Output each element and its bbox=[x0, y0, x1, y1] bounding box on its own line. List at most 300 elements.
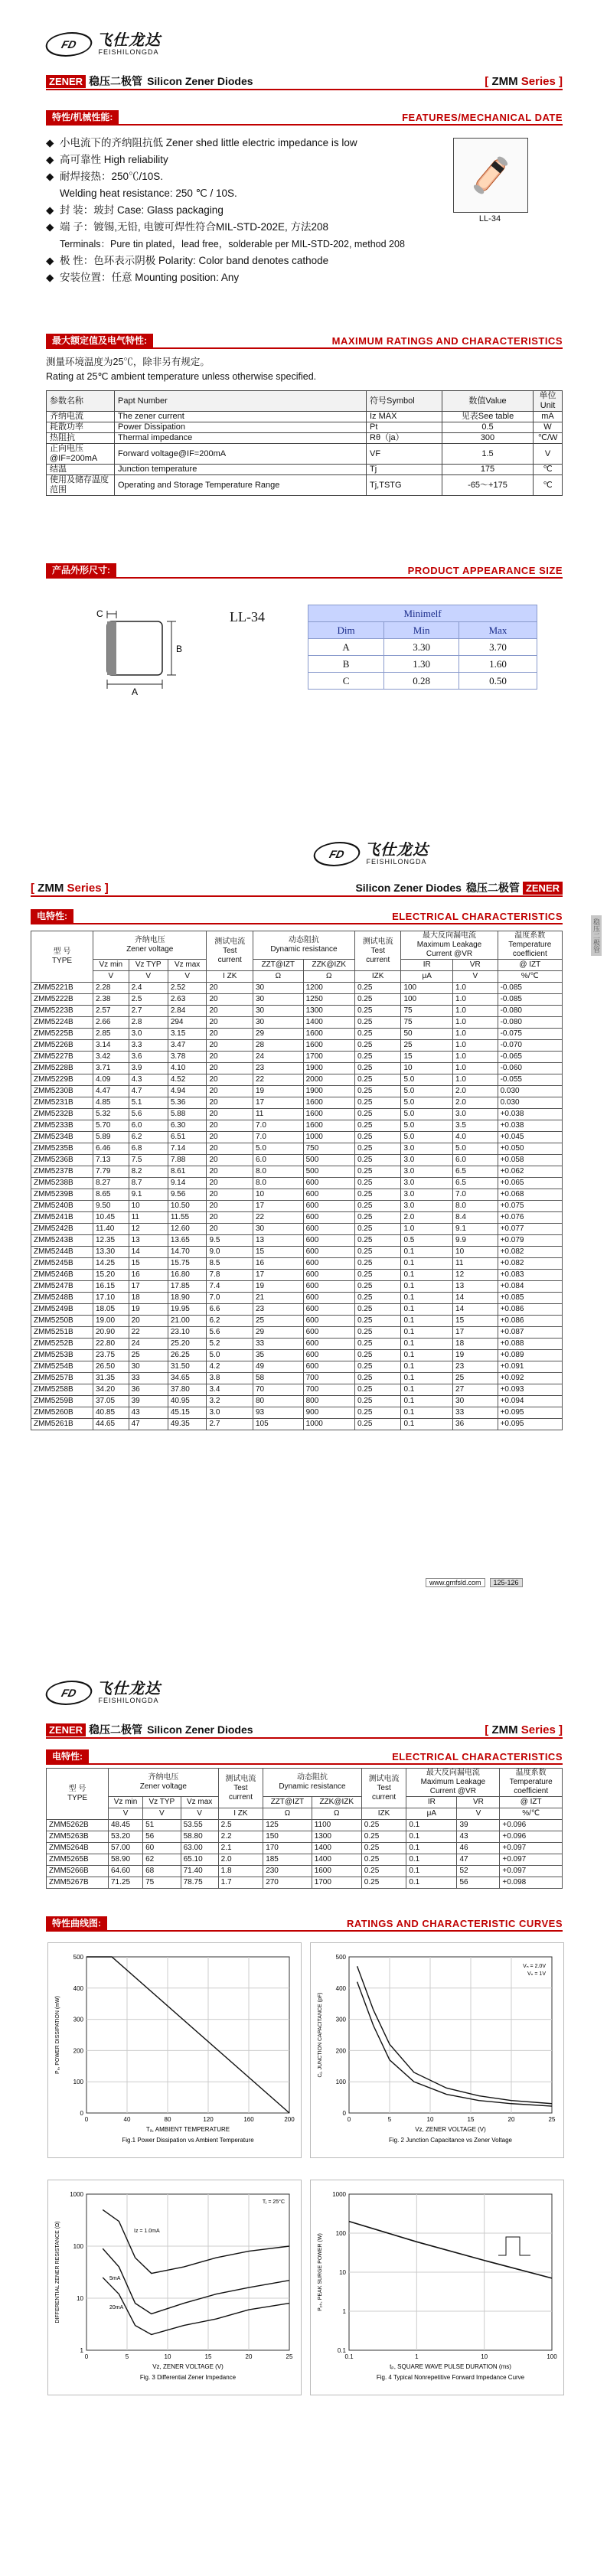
table-cell: 49.35 bbox=[168, 1419, 207, 1430]
table-row bbox=[31, 1270, 563, 1281]
table-row bbox=[47, 1831, 563, 1843]
table-cell: 7.0 bbox=[253, 1132, 303, 1143]
table-cell: 13 bbox=[453, 1281, 498, 1293]
table-row bbox=[31, 1350, 563, 1361]
table-cell: 20 bbox=[207, 1155, 253, 1166]
brand-mark-icon: FD bbox=[43, 32, 96, 57]
brand-mark-icon: FD bbox=[43, 1681, 96, 1705]
elec-header-cell: V bbox=[457, 1808, 500, 1820]
table-cell: 17 bbox=[253, 1201, 303, 1212]
ratings-cell: Forward voltage@IF=200mA bbox=[115, 444, 367, 465]
pulse-waveform-icon bbox=[498, 2237, 530, 2255]
table-cell: 0.25 bbox=[354, 1006, 401, 1017]
elec-header-cell: 齐纳电压 Zener voltage bbox=[109, 1769, 219, 1797]
table-cell: 5.70 bbox=[93, 1120, 129, 1132]
elec-header-cell: IR bbox=[406, 1797, 457, 1808]
table-cell: 8.4 bbox=[453, 1212, 498, 1224]
elec-title-en: ELECTRICAL CHARACTERISTICS bbox=[392, 910, 563, 922]
table-cell: 30 bbox=[253, 994, 303, 1006]
table-cell: 0.1 bbox=[401, 1327, 453, 1339]
table-cell: -0.060 bbox=[498, 1063, 562, 1074]
ratings-header-cell: 参数名称 bbox=[47, 391, 115, 412]
table-cell: 600 bbox=[303, 1201, 354, 1212]
fig3-chart bbox=[47, 2180, 302, 2395]
table-cell: 600 bbox=[303, 1361, 354, 1373]
table-cell: 2.28 bbox=[93, 983, 129, 994]
table-cell: 270 bbox=[263, 1877, 312, 1889]
table-cell: 15.20 bbox=[93, 1270, 129, 1281]
x-tick-label: 0 bbox=[84, 2116, 89, 2123]
table-cell: 93 bbox=[253, 1407, 303, 1419]
dimension-header: Max bbox=[459, 622, 537, 639]
table-cell: 600 bbox=[303, 1293, 354, 1304]
table-cell: 5.0 bbox=[453, 1143, 498, 1155]
table-cell: +0.098 bbox=[500, 1877, 563, 1889]
table-cell: 0.25 bbox=[354, 994, 401, 1006]
table-cell: 13.30 bbox=[93, 1247, 129, 1258]
table-cell: 1600 bbox=[303, 1109, 354, 1120]
table-cell: -0.055 bbox=[498, 1074, 562, 1086]
table-cell: 1400 bbox=[303, 1017, 354, 1029]
table-cell: ZMM5258B bbox=[31, 1384, 93, 1396]
table-cell: 20 bbox=[207, 1178, 253, 1189]
table-cell: 45.15 bbox=[168, 1407, 207, 1419]
feature-item: ◆ 耐焊接热：250℃/10S. bbox=[46, 171, 164, 182]
table-cell: 3.78 bbox=[168, 1052, 207, 1063]
table-row bbox=[31, 1155, 563, 1166]
table-cell: 15 bbox=[401, 1052, 453, 1063]
series-label: 20mA bbox=[109, 2305, 124, 2310]
table-cell: 19.00 bbox=[93, 1316, 129, 1327]
elec-header-cell: Ω bbox=[303, 971, 354, 983]
table-cell: 0.25 bbox=[354, 983, 401, 994]
table-cell: 1600 bbox=[303, 1029, 354, 1040]
ratings-note-en: Rating at 25℃ ambient temperature unless otherwise specified. bbox=[46, 371, 317, 382]
y-tick-label: 10 bbox=[339, 2269, 346, 2276]
table-cell: 58.90 bbox=[109, 1854, 143, 1866]
table-row bbox=[31, 1143, 563, 1155]
table-cell: ZMM5260B bbox=[31, 1407, 93, 1419]
table-cell: +0.083 bbox=[498, 1270, 562, 1281]
table-cell: 0.25 bbox=[354, 1178, 401, 1189]
table-cell: 4.3 bbox=[129, 1074, 168, 1086]
table-row bbox=[31, 1006, 563, 1017]
table-cell: 60 bbox=[143, 1843, 181, 1854]
y-tick-label: 0.1 bbox=[337, 2347, 346, 2354]
table-cell: 5.0 bbox=[401, 1120, 453, 1132]
table-cell: 0.25 bbox=[354, 1281, 401, 1293]
table-cell: 170 bbox=[263, 1843, 312, 1854]
table-cell: 10 bbox=[401, 1063, 453, 1074]
table-cell: 22 bbox=[253, 1074, 303, 1086]
ratings-cell: The zener current bbox=[115, 412, 367, 422]
table-row bbox=[31, 1040, 563, 1052]
table-row bbox=[31, 1373, 563, 1384]
table-cell: 600 bbox=[303, 1258, 354, 1270]
table-cell: 12.60 bbox=[168, 1224, 207, 1235]
table-cell: 9.9 bbox=[453, 1235, 498, 1247]
table-row bbox=[31, 1396, 563, 1407]
table-cell: 0.25 bbox=[361, 1820, 406, 1831]
table-cell: 2.57 bbox=[93, 1006, 129, 1017]
table-cell: 105 bbox=[253, 1419, 303, 1430]
table-cell: 2.8 bbox=[129, 1017, 168, 1029]
table-cell: 20 bbox=[207, 1132, 253, 1143]
appearance-title-en: PRODUCT APPEARANCE SIZE bbox=[407, 564, 563, 576]
package-photo bbox=[453, 138, 528, 213]
title-underline bbox=[31, 895, 563, 897]
page2-title-bar bbox=[31, 880, 563, 895]
ratings-cell: 结温 bbox=[47, 465, 115, 475]
table-cell: +0.077 bbox=[498, 1224, 562, 1235]
x-tick-label: 100 bbox=[547, 2353, 557, 2360]
table-cell: 43 bbox=[457, 1831, 500, 1843]
elec-header-cell: V bbox=[181, 1808, 218, 1820]
chart-note: Tⱼ = 25°C bbox=[262, 2199, 285, 2205]
ratings-row bbox=[47, 465, 563, 475]
table-cell: 11 bbox=[253, 1109, 303, 1120]
table-cell: 1600 bbox=[303, 1097, 354, 1109]
table-cell: ZMM5222B bbox=[31, 994, 93, 1006]
y-tick-label: 1 bbox=[342, 2308, 346, 2315]
table-row bbox=[31, 1224, 563, 1235]
table-cell: 17 bbox=[129, 1281, 168, 1293]
table-cell: 2.1 bbox=[218, 1843, 263, 1854]
table-cell: 23.75 bbox=[93, 1350, 129, 1361]
fig4-chart bbox=[310, 2180, 564, 2395]
elec-header-cell: Vz TYP bbox=[143, 1797, 181, 1808]
table-cell: 0.1 bbox=[401, 1281, 453, 1293]
table-cell: 5.88 bbox=[168, 1109, 207, 1120]
table-cell: 0.1 bbox=[406, 1854, 457, 1866]
features-title-cn: 特性/机械性能: bbox=[46, 110, 119, 124]
table-cell: 10.45 bbox=[93, 1212, 129, 1224]
zener-tag: ZENER bbox=[46, 1723, 86, 1736]
y-tick-label: 100 bbox=[73, 2079, 83, 2086]
table-row bbox=[31, 1384, 563, 1396]
table-cell: 12 bbox=[129, 1224, 168, 1235]
table-cell: 40.95 bbox=[168, 1396, 207, 1407]
table-cell: 1.0 bbox=[453, 1029, 498, 1040]
table-cell: 1700 bbox=[312, 1877, 361, 1889]
table-cell: 0.25 bbox=[354, 1029, 401, 1040]
table-cell: 18.05 bbox=[93, 1304, 129, 1316]
table-cell: 0.25 bbox=[354, 1201, 401, 1212]
elec-header-cell: μA bbox=[406, 1808, 457, 1820]
appearance-title-cn: 产品外形尺寸: bbox=[46, 563, 116, 577]
features-section-bar bbox=[46, 110, 563, 126]
table-cell: 6.5 bbox=[453, 1166, 498, 1178]
table-cell: 20 bbox=[207, 1063, 253, 1074]
table-cell: 600 bbox=[303, 1327, 354, 1339]
table-cell: 20 bbox=[207, 1097, 253, 1109]
table-cell: 39 bbox=[129, 1396, 168, 1407]
elec-header-cell: IZK bbox=[354, 971, 401, 983]
table-cell: 0.25 bbox=[354, 1086, 401, 1097]
table-cell: 34.65 bbox=[168, 1373, 207, 1384]
table-cell: 600 bbox=[303, 1235, 354, 1247]
table-row bbox=[31, 1235, 563, 1247]
table-row bbox=[31, 1017, 563, 1029]
table-cell: 68 bbox=[143, 1866, 181, 1877]
table-cell: ZMM5224B bbox=[31, 1017, 93, 1029]
table-cell: 7.79 bbox=[93, 1166, 129, 1178]
table-cell: +0.079 bbox=[498, 1235, 562, 1247]
table-cell: 9.50 bbox=[93, 1201, 129, 1212]
table-cell: 5.2 bbox=[207, 1339, 253, 1350]
table-cell: 3.47 bbox=[168, 1040, 207, 1052]
table-cell: 1.0 bbox=[453, 1040, 498, 1052]
table-cell: -0.065 bbox=[498, 1052, 562, 1063]
x-tick-label: 40 bbox=[123, 2116, 131, 2123]
table-row bbox=[47, 1820, 563, 1831]
table-cell: 13 bbox=[129, 1235, 168, 1247]
table-cell: 10 bbox=[453, 1247, 498, 1258]
feature-item: ◆ 极 性：色环表示阴极 Polarity: Color band denotes cathode bbox=[46, 255, 329, 266]
table-cell: 0.1 bbox=[401, 1419, 453, 1430]
table-cell: 1400 bbox=[312, 1854, 361, 1866]
table-row bbox=[31, 1327, 563, 1339]
table-cell: 31.35 bbox=[93, 1373, 129, 1384]
table-cell: 25 bbox=[401, 1040, 453, 1052]
table-cell: 700 bbox=[303, 1384, 354, 1396]
table-cell: 7.0 bbox=[207, 1293, 253, 1304]
table-cell: 1.7 bbox=[218, 1877, 263, 1889]
table-cell: 6.5 bbox=[453, 1178, 498, 1189]
table-cell: 4.7 bbox=[129, 1086, 168, 1097]
table-cell: 1000 bbox=[303, 1419, 354, 1430]
table-cell: 0.25 bbox=[354, 1373, 401, 1384]
table-cell: 16.15 bbox=[93, 1281, 129, 1293]
x-tick-label: 20 bbox=[245, 2353, 253, 2360]
table-cell: 7.8 bbox=[207, 1270, 253, 1281]
table-cell: ZMM5238B bbox=[31, 1178, 93, 1189]
elec-header-cell: V bbox=[168, 971, 207, 983]
table-cell: 51 bbox=[143, 1820, 181, 1831]
table-cell: 14.70 bbox=[168, 1247, 207, 1258]
elec-header-cell: Vz min bbox=[109, 1797, 143, 1808]
elec-header-cell: Ω bbox=[253, 971, 303, 983]
table-cell: 20 bbox=[207, 994, 253, 1006]
table-cell: 3.2 bbox=[207, 1396, 253, 1407]
table-cell: 0.1 bbox=[401, 1304, 453, 1316]
brand-logo-p2 bbox=[314, 842, 429, 866]
table-cell: 0.25 bbox=[354, 1270, 401, 1281]
table-cell: 0.030 bbox=[498, 1086, 562, 1097]
table-row bbox=[31, 1097, 563, 1109]
table-cell: ZMM5259B bbox=[31, 1396, 93, 1407]
table-cell: 29 bbox=[253, 1327, 303, 1339]
table-cell: 0.25 bbox=[354, 1120, 401, 1132]
table-cell: +0.087 bbox=[498, 1327, 562, 1339]
figure-caption: Fig. 3 Differential Zener Impedance bbox=[139, 2374, 237, 2381]
plot-frame bbox=[86, 1957, 289, 2113]
y-axis-label: Pₚₖ, PEAK SURGE POWER (W) bbox=[318, 2233, 323, 2311]
table-cell: 500 bbox=[303, 1155, 354, 1166]
table-cell: ZMM5225B bbox=[31, 1029, 93, 1040]
package-label: LL-34 bbox=[478, 214, 501, 223]
table-cell: 1100 bbox=[312, 1820, 361, 1831]
table-cell: -0.080 bbox=[498, 1006, 562, 1017]
table-cell: 0.25 bbox=[354, 1074, 401, 1086]
table-cell: 7.13 bbox=[93, 1155, 129, 1166]
figure-caption: Fig. 2 Junction Capacitance vs Zener Voltage bbox=[389, 2137, 512, 2144]
table-cell: +0.058 bbox=[498, 1155, 562, 1166]
impedance-curve bbox=[103, 2278, 289, 2335]
elec-header-cell: I ZK bbox=[207, 971, 253, 983]
impedance-curve bbox=[103, 2248, 289, 2314]
table-cell: 21 bbox=[253, 1293, 303, 1304]
table-cell: 4.09 bbox=[93, 1074, 129, 1086]
dimension-cell: 1.60 bbox=[459, 656, 537, 673]
x-tick-label: 10 bbox=[164, 2353, 171, 2360]
table-cell: +0.091 bbox=[498, 1361, 562, 1373]
footer-page: 125-126 bbox=[490, 1578, 523, 1587]
x-axis-label: Vz, ZENER VOLTAGE (V) bbox=[152, 2363, 224, 2370]
plot-frame bbox=[349, 1957, 552, 2113]
table-cell: 17 bbox=[253, 1097, 303, 1109]
brand-name-en: FEISHILONGDA bbox=[98, 1697, 159, 1704]
table-cell: 0.25 bbox=[354, 1419, 401, 1430]
elec-header-cell: ZZK@IZK bbox=[303, 960, 354, 971]
y-tick-label: 200 bbox=[73, 2047, 83, 2055]
table-cell: 34.20 bbox=[93, 1384, 129, 1396]
table-cell: 1600 bbox=[312, 1866, 361, 1877]
table-cell: 20 bbox=[207, 1029, 253, 1040]
power-derating-line bbox=[86, 1957, 289, 2113]
title-cn: 稳压二极管 bbox=[465, 882, 520, 894]
elec-header-cell: 测试电流 Test current bbox=[354, 931, 401, 971]
table-cell: 3.9 bbox=[129, 1063, 168, 1074]
zener-tag: ZENER bbox=[46, 75, 86, 88]
table-cell: 11.40 bbox=[93, 1224, 129, 1235]
table-cell: +0.076 bbox=[498, 1212, 562, 1224]
table-cell: 8.0 bbox=[253, 1178, 303, 1189]
table-cell: 1.0 bbox=[453, 1074, 498, 1086]
table-cell: +0.062 bbox=[498, 1166, 562, 1178]
table-cell: 1900 bbox=[303, 1086, 354, 1097]
table-cell: 0.25 bbox=[361, 1877, 406, 1889]
table-cell: ZMM5251B bbox=[31, 1327, 93, 1339]
ratings-cell: ℃ bbox=[534, 465, 563, 475]
table-cell: ZMM5227B bbox=[31, 1052, 93, 1063]
table-cell: 30 bbox=[129, 1361, 168, 1373]
table-cell: 20 bbox=[207, 1224, 253, 1235]
ratings-header-cell: Papt Number bbox=[115, 391, 367, 412]
table-cell: 26.25 bbox=[168, 1350, 207, 1361]
appearance-section-bar bbox=[46, 563, 563, 579]
table-cell: ZMM5228B bbox=[31, 1063, 93, 1074]
table-cell: 600 bbox=[303, 1304, 354, 1316]
table-cell: 30 bbox=[253, 983, 303, 994]
table-cell: 20 bbox=[207, 1189, 253, 1201]
page1-title-bar bbox=[46, 73, 563, 89]
table-cell: 600 bbox=[303, 1270, 354, 1281]
table-cell: 0.1 bbox=[401, 1247, 453, 1258]
table-cell: 53.20 bbox=[109, 1831, 143, 1843]
table-cell: 5.0 bbox=[253, 1143, 303, 1155]
table-row bbox=[47, 1854, 563, 1866]
table-cell: 1.8 bbox=[218, 1866, 263, 1877]
elec-header-cell: Ω bbox=[312, 1808, 361, 1820]
table-cell: +0.075 bbox=[498, 1201, 562, 1212]
table-cell: 28 bbox=[253, 1040, 303, 1052]
series-label: 5mA bbox=[109, 2276, 121, 2281]
table-cell: 900 bbox=[303, 1407, 354, 1419]
table-cell: 230 bbox=[263, 1866, 312, 1877]
table-cell: -0.085 bbox=[498, 983, 562, 994]
table-cell: +0.097 bbox=[500, 1843, 563, 1854]
title-en: Silicon Zener Diodes bbox=[147, 1723, 253, 1736]
table-cell: 600 bbox=[303, 1350, 354, 1361]
table-cell: 11 bbox=[129, 1212, 168, 1224]
table-cell: ZMM5264B bbox=[47, 1843, 109, 1854]
table-row bbox=[47, 1877, 563, 1889]
table-cell: ZMM5247B bbox=[31, 1281, 93, 1293]
table-cell: 11 bbox=[453, 1258, 498, 1270]
page2-footer bbox=[426, 1578, 523, 1587]
table-cell: 150 bbox=[263, 1831, 312, 1843]
table-cell: 37.80 bbox=[168, 1384, 207, 1396]
table-cell: 80 bbox=[253, 1396, 303, 1407]
table-cell: 19 bbox=[253, 1086, 303, 1097]
table-cell: 1300 bbox=[303, 1006, 354, 1017]
table-row bbox=[31, 1178, 563, 1189]
series-label: Iz = 1.0mA bbox=[134, 2229, 160, 2234]
x-tick-label: 80 bbox=[164, 2116, 171, 2123]
elec-header-cell: Ω bbox=[263, 1808, 312, 1820]
table-cell: 2.0 bbox=[453, 1086, 498, 1097]
table-cell: 6.51 bbox=[168, 1132, 207, 1143]
y-axis-label: Pₐ, POWER DISSIPATION (mW) bbox=[55, 1996, 60, 2074]
table-cell: 49 bbox=[253, 1361, 303, 1373]
table-cell: 47 bbox=[129, 1419, 168, 1430]
table-cell: 294 bbox=[168, 1017, 207, 1029]
ratings-cell: Tj,TSTG bbox=[367, 475, 442, 496]
elec-header-cell: %/℃ bbox=[498, 971, 562, 983]
table-cell: 0.25 bbox=[354, 1293, 401, 1304]
x-tick-label: 0.1 bbox=[344, 2353, 354, 2360]
table-cell: 1.0 bbox=[453, 1063, 498, 1074]
elec-header-cell: ZZT@IZT bbox=[253, 960, 303, 971]
table-cell: ZMM5263B bbox=[47, 1831, 109, 1843]
table-cell: +0.045 bbox=[498, 1132, 562, 1143]
table-cell: 10 bbox=[129, 1201, 168, 1212]
table-cell: 26.50 bbox=[93, 1361, 129, 1373]
elec-header-cell: 型 号 TYPE bbox=[31, 931, 93, 983]
table-cell: 3.42 bbox=[93, 1052, 129, 1063]
table-cell: ZMM5240B bbox=[31, 1201, 93, 1212]
table-cell: 0.25 bbox=[361, 1854, 406, 1866]
table-cell: 0.25 bbox=[354, 1155, 401, 1166]
table-cell: 17.85 bbox=[168, 1281, 207, 1293]
table-cell: 4.47 bbox=[93, 1086, 129, 1097]
table-cell: 33 bbox=[253, 1339, 303, 1350]
footer-url: www.gmfsld.com bbox=[426, 1578, 485, 1587]
table-cell: 23 bbox=[253, 1304, 303, 1316]
table-cell: 33 bbox=[453, 1407, 498, 1419]
table-cell: 0.1 bbox=[406, 1866, 457, 1877]
ratings-header-row bbox=[47, 391, 563, 412]
table-cell: 23 bbox=[453, 1361, 498, 1373]
table-cell: ZMM5257B bbox=[31, 1373, 93, 1384]
elec-header-cell: Vz TYP bbox=[129, 960, 168, 971]
table-cell: 71.40 bbox=[181, 1866, 218, 1877]
y-tick-label: 400 bbox=[335, 1984, 346, 1992]
table-cell: 3.8 bbox=[207, 1373, 253, 1384]
elec-header-cell: 测试电流 Test current bbox=[207, 931, 253, 971]
elec-header-cell: VR bbox=[457, 1797, 500, 1808]
